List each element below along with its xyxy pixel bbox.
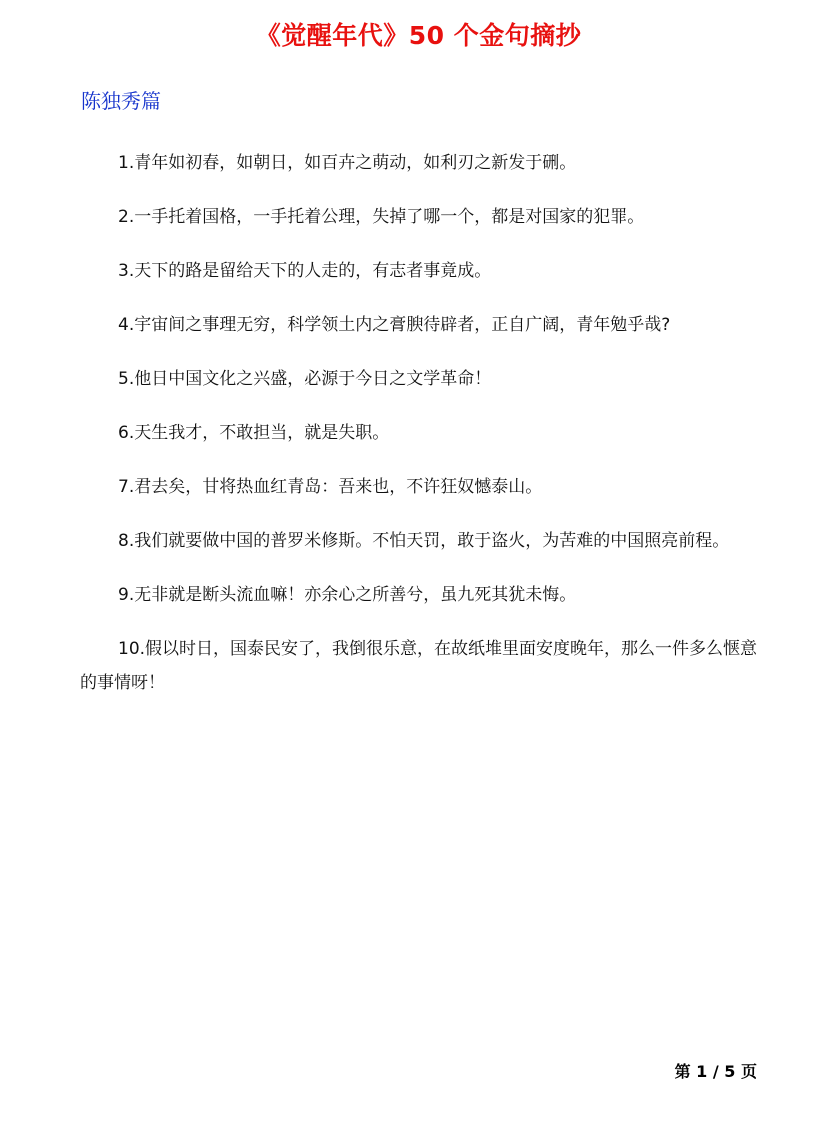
quote-item: 7.君去矣，甘将热血红青岛：吾来也，不许狂奴憾泰山。 [118,477,543,497]
quote-item: 1.青年如初春，如朝日，如百卉之萌动，如利刃之新发于硎。 [118,153,577,173]
document-title: 《觉醒年代》50 个金句摘抄 [255,21,582,50]
quote-item: 9.无非就是断头流血嘛！亦余心之所善兮，虽九死其犹未悔。 [118,585,577,605]
quote-item: 5.他日中国文化之兴盛，必源于今日之文学革命！ [118,369,492,389]
quote-item: 10.假以时日，国泰民安了，我倒很乐意，在故纸堆里面安度晚年，那么一件多么惬意的事情呀！ [80,639,758,693]
quote-item: 3.天下的路是留给天下的人走的，有志者事竟成。 [118,261,492,281]
quote-item: 2.一手托着国格，一手托着公理，失掉了哪一个，都是对国家的犯罪。 [118,207,645,227]
quote-item: 8.我们就要做中国的普罗米修斯。不怕天罚，敢于盗火，为苦难的中国照亮前程。 [118,531,730,551]
section-heading: 陈独秀篇 [81,89,161,113]
quote-item: 6.天生我才，不敢担当，就是失职。 [118,423,390,443]
quote-item: 4.宇宙间之事理无穷，科学领土内之膏腴待辟者，正自广阔，青年勉乎哉? [118,315,671,335]
quote-list [80,146,760,700]
page-number: 第 1 / 5 页 [674,1062,757,1081]
